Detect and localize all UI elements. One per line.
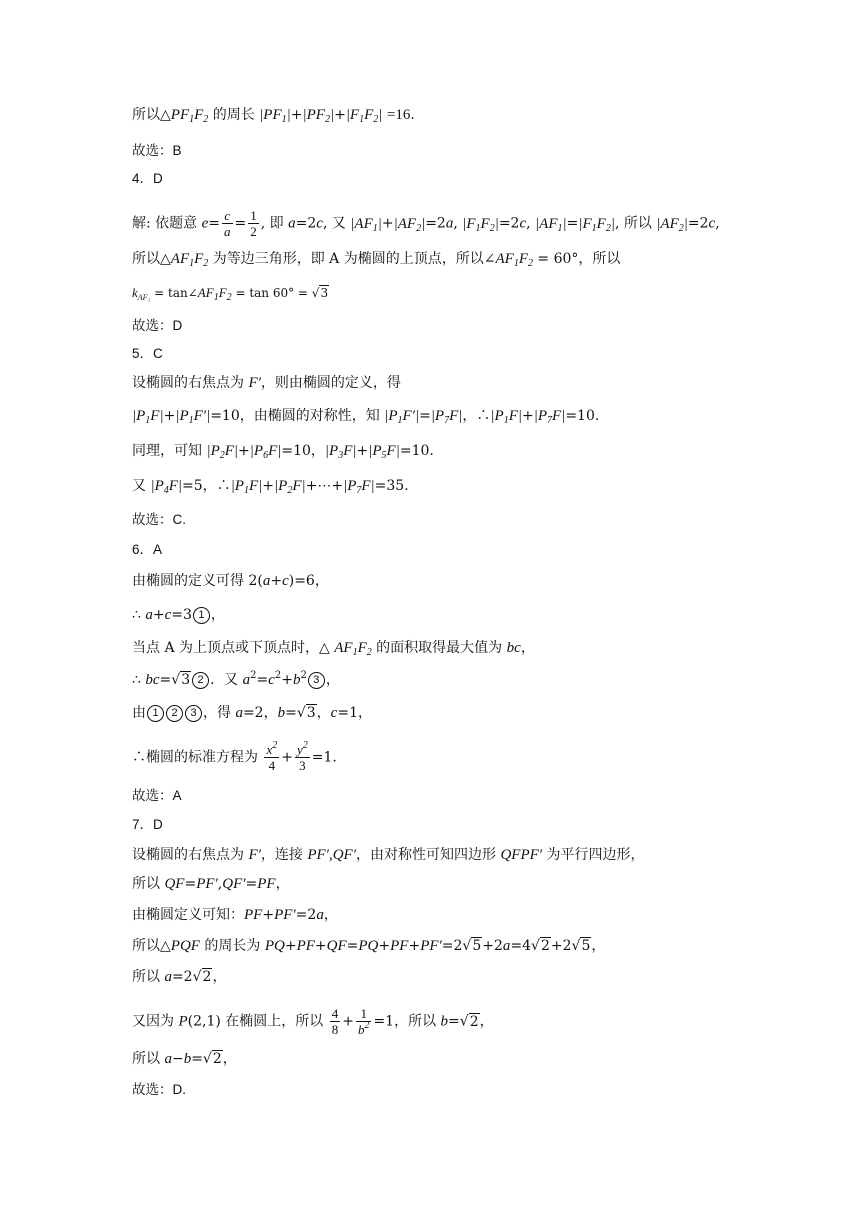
circled-3-icon: 3 bbox=[185, 705, 202, 722]
solution-line: 又因为 P(2,1) 在椭圆上，所以 $\frac{4}{8}$ + $\frac{1}{b^2}$ =1，所以 b=√2， bbox=[132, 1006, 494, 1037]
solution-line: 所以 a=2√2， bbox=[132, 969, 227, 985]
solution-line: 所以 QF=PF′,QF′=PF， bbox=[132, 876, 290, 892]
solution-line: ∴ bc=√3 2 ．又 $a^2=c^2+b^2$ 3 ， bbox=[132, 670, 340, 688]
question-number: 6．A bbox=[132, 542, 163, 557]
answer-line: 故选：D. bbox=[132, 1082, 186, 1097]
solution-line: 同理，可知 $|P_2F|+|P_6F|=10$，$|P_3F|+|P_5F|=10$. bbox=[132, 443, 434, 461]
answer-line: 故选：A bbox=[132, 788, 182, 803]
solution-line: 解: 依题意 e= $\frac{c}{a}$ = $\frac{1}{2}$ , 即 a=2c, 又 $|AF_1|+|AF_2|=2a$, $|F_1F_2|=2c$, $|AF_1|=|F_1F_2|$, 所以 $|AF_2|=2c$, bbox=[132, 208, 720, 239]
answer-line: 故选：C. bbox=[132, 512, 186, 527]
question-number: 4．D bbox=[132, 171, 163, 186]
circled-2-icon: 2 bbox=[192, 672, 209, 689]
solution-line: 由 1 2 3 ，得 a=2，b=√3，c=1， bbox=[132, 705, 372, 721]
solution-line: 由椭圆的定义可得 2(a+c)=6， bbox=[132, 573, 329, 589]
solution-line: $k_{AF_1}$ = $\tan\angle AF_1F_2 = \tan 60^\circ = √3$ bbox=[132, 285, 329, 303]
solution-line: 所以$\triangle PF_1F_2$ 的周长 $|PF_1|+|PF_2|+|F_1F_2| =16$. bbox=[132, 107, 415, 125]
solution-line: 设椭圆的右焦点为 F′，则由椭圆的定义，得 bbox=[132, 375, 401, 391]
circled-2-icon: 2 bbox=[166, 705, 183, 722]
solution-line: 设椭圆的右焦点为 F′，连接 PF′,QF′，由对称性可知四边形 QFPF′ 为平行四边形， bbox=[132, 847, 645, 863]
circled-1-icon: 1 bbox=[147, 705, 164, 722]
solution-line: 由椭圆定义可知：PF+PF′=2a， bbox=[132, 907, 338, 923]
solution-line: 当点 A 为上顶点或下顶点时，△ $AF_1F_2$ 的面积取得最大值为 bc， bbox=[132, 640, 535, 658]
solution-line: 又 $|P_4F|=5$，$\therefore|P_1F|+|P_2F|+\cdots+|P_7F|=35$. bbox=[132, 478, 409, 496]
answer-line: 故选：B bbox=[132, 143, 182, 158]
question-number: 5．C bbox=[132, 346, 163, 361]
solution-line: ∴ a+c=3 1 ， bbox=[132, 607, 225, 623]
solution-line: $|P_1F|+|P_1F'|=10$，由椭圆的对称性，知 $|P_1F'|=|P_7F|$，$\therefore|P_1F|+|P_7F|=10$. bbox=[132, 408, 600, 426]
solution-line: 所以 a−b=√2， bbox=[132, 1051, 237, 1067]
circled-3-icon: 3 bbox=[308, 672, 325, 689]
solution-line: ∴椭圆的标准方程为 $\frac{x^2}{4}$ + $\frac{y^2}{3}$ =1. bbox=[132, 740, 337, 773]
solution-line: 所以△PQF 的周长为 PQ+PF+QF=PQ+PF+PF′=2√5+2a=4√2+2√5， bbox=[132, 938, 606, 954]
answer-line: 故选：D bbox=[132, 318, 183, 333]
solution-line: 所以$\triangle AF_1F_2$ 为等边三角形，即 A 为椭圆的上顶点，所以$\angle AF_1F_2 = 60^\circ$，所以 bbox=[132, 251, 621, 269]
circled-1-icon: 1 bbox=[193, 607, 210, 624]
question-number: 7．D bbox=[132, 817, 163, 832]
